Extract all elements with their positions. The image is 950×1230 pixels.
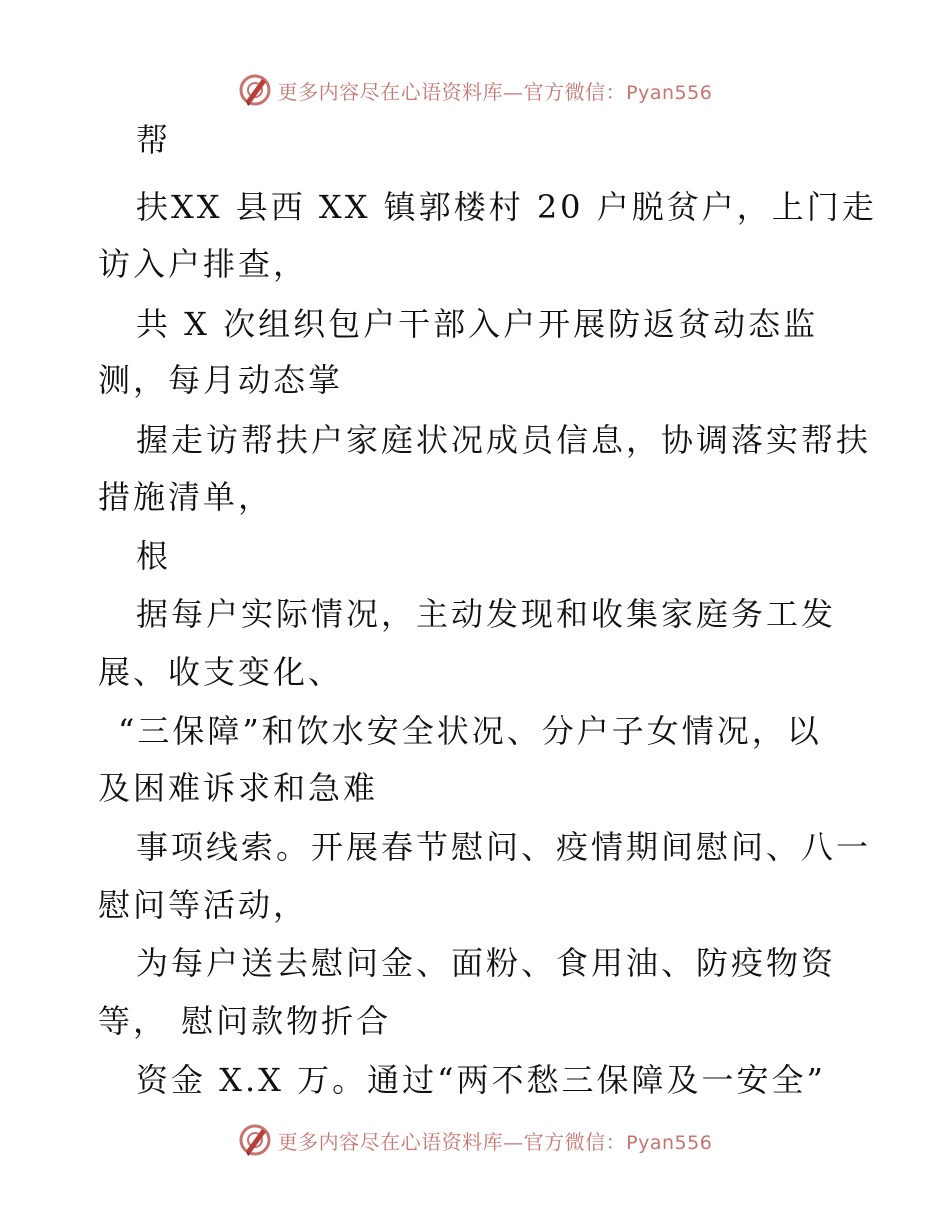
watermark-label: 更多内容尽在心语资料库—官方微信： <box>277 79 627 104</box>
text-line-4: 共 X 次组织包户干部入户开展防返贫动态监 <box>136 305 819 343</box>
watermark-wechat-id: Pyan556 <box>626 1131 713 1154</box>
text-line-16: 等， 慰问款物折合 <box>98 1002 392 1040</box>
pen-logo-icon <box>238 73 272 107</box>
text-line-7: 措施清单， <box>98 478 274 516</box>
text-line-6: 握走访帮扶户家庭状况成员信息，协调落实帮扶 <box>136 421 872 459</box>
text-line-1: 帮 <box>136 121 172 159</box>
watermark-wechat-id: Pyan556 <box>626 81 713 104</box>
text-line-2: 扶XX 县西 XX 镇郭楼村 20 户脱贫户，上门走 <box>136 188 877 226</box>
pen-logo-icon <box>238 1123 272 1157</box>
text-line-8: 根 <box>136 537 172 575</box>
text-line-13: 事项线索。开展春节慰问、疫情期间慰问、八一 <box>136 828 872 866</box>
text-line-5: 测，每月动态掌 <box>98 361 344 399</box>
text-line-11: “三保障”和饮水安全状况、分户子女情况，以 <box>118 712 822 750</box>
text-line-17: 资金 X.X 万。通过“两不愁三保障及一安全” <box>136 1061 826 1099</box>
watermark-header <box>0 70 950 110</box>
text-line-12: 及困难诉求和急难 <box>98 769 379 807</box>
watermark-label: 更多内容尽在心语资料库—官方微信： <box>277 1129 627 1154</box>
watermark-text <box>278 76 713 105</box>
text-line-10: 展、收支变化、 <box>98 653 344 691</box>
text-line-15: 为每户送去慰问金、面粉、食用油、防疫物资 <box>136 944 837 982</box>
text-line-3: 访入户排查， <box>98 245 309 283</box>
watermark-footer <box>0 1120 950 1160</box>
watermark-text <box>278 1126 713 1155</box>
text-line-9: 据每户实际情况，主动发现和收集家庭务工发 <box>136 595 837 633</box>
text-line-14: 慰问等活动， <box>98 886 309 924</box>
